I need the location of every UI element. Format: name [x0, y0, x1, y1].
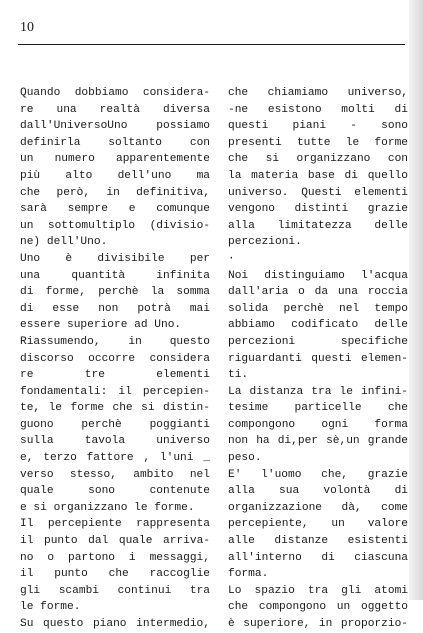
text-line: il punto che raccoglie	[20, 568, 210, 581]
text-line: più alto dell'uno ma	[20, 169, 210, 182]
text-line: Il percepiente rappresenta	[20, 518, 210, 531]
text-line: quale sono contenute	[20, 485, 210, 498]
text-line: Riassumendo, in questo	[20, 335, 210, 348]
text-line: no o partono i messaggi,	[20, 551, 210, 564]
text-line: tesime particelle che	[228, 402, 408, 415]
text-line: il punto dal quale arriva-	[20, 535, 210, 548]
text-line: re tre elementi	[20, 369, 210, 382]
text-line: che chiamiamo universo,	[228, 87, 408, 99]
text-line: alle distanze esistenti	[228, 535, 408, 548]
text-line: alla sua volontà di	[228, 485, 408, 498]
text-line: dall'aria o da una roccia	[228, 286, 408, 299]
text-line: universo. Questi elementi	[228, 186, 408, 199]
text-line: sarà sempre e comunque	[20, 203, 210, 216]
text-line: e si organizzano le forme.	[20, 501, 195, 514]
text-line: non ha di,per sè,un grande	[228, 435, 408, 448]
text-line: è superiore, in proporzio-	[228, 618, 408, 630]
text-line: E' l'uomo che, grazie	[228, 468, 408, 481]
text-line: Quando dobbiamo considera-	[20, 87, 210, 99]
page-edge-shadow	[409, 0, 423, 600]
text-line: le forme.	[20, 601, 81, 614]
text-line: te, le forme che si distin-	[20, 402, 210, 415]
text-line: e, terzo fattore , l'uni _	[20, 452, 210, 465]
text-line: discorso occorre considera	[20, 352, 210, 365]
text-line: ·	[228, 252, 235, 265]
text-line: che però, in definitiva,	[20, 186, 210, 199]
text-line: -ne esistono molti di	[228, 103, 408, 116]
text-line: Su questo piano intermedio,	[20, 618, 210, 630]
left-text-column	[20, 85, 210, 633]
text-line: dall'UniversoUno possiamo	[20, 120, 210, 133]
text-line: forma.	[228, 568, 269, 581]
text-line: di esse non potrà mai	[20, 302, 210, 315]
text-line: un numero apparentemente	[20, 153, 210, 166]
text-line: alla limitatezza delle	[228, 219, 408, 232]
text-line: abbiamo codificato delle	[228, 319, 408, 332]
text-line: Noi distinguiamo l'acqua	[228, 269, 408, 282]
text-line: che compongono un oggetto	[228, 601, 408, 614]
text-line: riguardanti questi elemen-	[228, 352, 408, 365]
text-line: che si organizzano con	[228, 153, 408, 166]
text-line: sulla tavola universo	[20, 435, 210, 448]
text-line: percezioni.	[228, 236, 302, 249]
text-line: una quantità infinita	[20, 269, 210, 282]
text-line: all'interno di ciascuna	[228, 551, 408, 564]
text-line: verso stesso, ambito nel	[20, 468, 210, 481]
text-line: percezioni specifiche	[228, 335, 408, 348]
page-number: 10	[20, 20, 34, 35]
text-line: re una realtà diversa	[20, 103, 210, 116]
text-line: gli scambi continui tra	[20, 584, 210, 597]
text-line: percepiente, un valore	[228, 518, 408, 531]
text-line: definirla soltanto con	[20, 136, 210, 149]
text-line: presenti tutte le forme	[228, 136, 408, 149]
text-line: essere superiore ad Uno.	[20, 319, 182, 332]
text-line: La distanza tra le infini-	[228, 385, 408, 398]
text-line: questi piani - sono	[228, 120, 408, 133]
text-line: guono perchè poggianti	[20, 418, 210, 431]
text-line: di forme, perchè la somma	[20, 286, 210, 299]
text-line: vengono distinti grazie	[228, 203, 408, 216]
text-line: fondamentali: il percepien-	[20, 385, 210, 398]
text-line: Uno è divisibile per	[20, 252, 210, 265]
text-line: organizzazione dà, come	[228, 501, 408, 514]
text-line: compongono ogni forma	[228, 418, 408, 431]
header-rule	[18, 44, 405, 45]
text-line: un sottomultiplo (divisio-	[20, 219, 210, 232]
text-line: ti.	[228, 369, 249, 382]
right-text-column	[228, 85, 408, 633]
text-line: Lo spazio tra gli atomi	[228, 584, 408, 597]
text-line: ne) dell'Uno.	[20, 236, 108, 249]
text-line: solida perchè nel tempo	[228, 302, 408, 315]
text-line: la materia base di quello	[228, 169, 408, 182]
text-line: peso.	[228, 452, 262, 465]
